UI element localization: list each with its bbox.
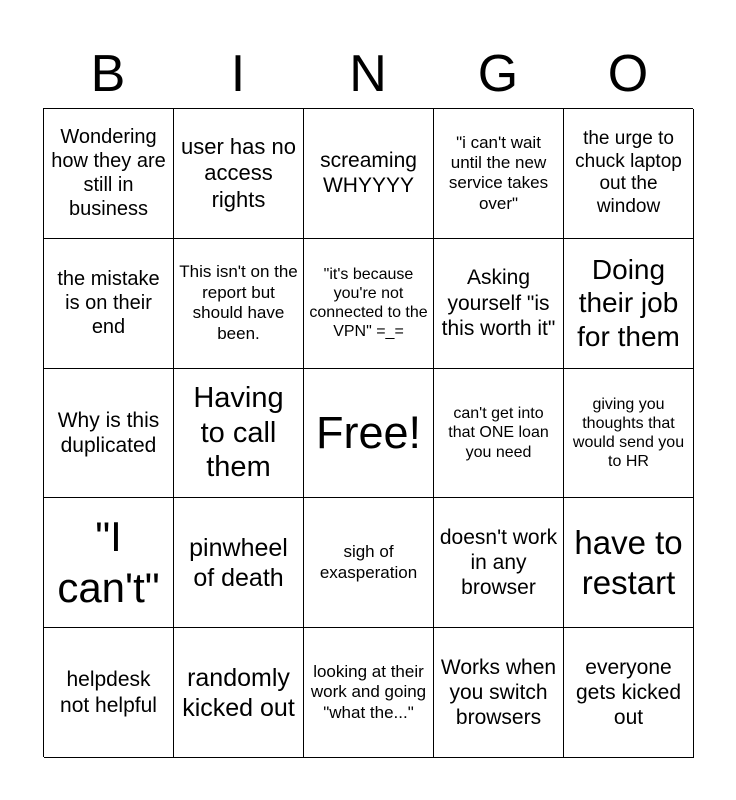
- cell-text: "i can't wait until the new service takes over": [448, 132, 549, 213]
- bingo-cell[interactable]: [434, 239, 564, 369]
- cell-text: user has no access rights: [181, 133, 296, 212]
- bingo-cell[interactable]: [174, 498, 304, 628]
- bingo-cell[interactable]: [44, 239, 174, 369]
- cell-text: randomly kicked out: [182, 663, 295, 722]
- cell-text: looking at their work and going "what the...": [310, 662, 427, 722]
- bingo-board: [43, 108, 693, 757]
- cell-text: everyone gets kicked out: [575, 655, 682, 730]
- cell-text: screaming WHYYYY: [320, 149, 417, 198]
- cell-text: Wondering how they are still in business: [51, 126, 166, 221]
- bingo-cell[interactable]: [434, 498, 564, 628]
- bingo-cell[interactable]: [44, 628, 174, 758]
- bingo-cell[interactable]: [434, 109, 564, 239]
- header-letter-g: G: [477, 45, 519, 103]
- cell-text: can't get into that ONE loan you need: [448, 405, 549, 461]
- cell-text: have to restart: [574, 524, 683, 601]
- bingo-cell[interactable]: [304, 239, 434, 369]
- free-space-cell[interactable]: [304, 369, 434, 499]
- cell-text: helpdesk not helpful: [60, 668, 157, 717]
- bingo-cell[interactable]: [564, 109, 694, 239]
- cell-text: the mistake is on their end: [57, 268, 160, 339]
- bingo-cell[interactable]: [304, 109, 434, 239]
- bingo-cell[interactable]: [304, 498, 434, 628]
- bingo-cell[interactable]: [44, 498, 174, 628]
- cell-text: the urge to chuck laptop out the window: [575, 127, 682, 218]
- header-letter-n: N: [349, 45, 387, 103]
- cell-text: pinwheel of death: [189, 533, 288, 592]
- bingo-cell[interactable]: [44, 109, 174, 239]
- cell-text: sigh of exasperation: [319, 542, 418, 582]
- cell-text: "I can't": [57, 513, 160, 611]
- bingo-cell[interactable]: [564, 369, 694, 499]
- cell-text: Doing their job for them: [577, 253, 680, 352]
- header-letter-b: B: [90, 45, 126, 103]
- cell-text: Having to call them: [193, 381, 284, 484]
- bingo-header: [43, 40, 693, 108]
- cell-text: Why is this duplicated: [57, 408, 160, 457]
- bingo-cell[interactable]: [44, 369, 174, 499]
- header-letter-o: O: [607, 45, 649, 103]
- bingo-cell[interactable]: [174, 239, 304, 369]
- cell-text: Works when you switch browsers: [440, 655, 557, 730]
- cell-text: doesn't work in any browser: [439, 526, 558, 600]
- free-space-text: Free!: [315, 406, 422, 458]
- header-letter-i: I: [230, 45, 246, 103]
- bingo-cell[interactable]: [174, 109, 304, 239]
- bingo-cell[interactable]: [174, 628, 304, 758]
- cell-text: Asking yourself "is this worth it": [441, 266, 556, 340]
- cell-text: This isn't on the report but should have been.: [179, 262, 298, 343]
- bingo-cell[interactable]: [304, 628, 434, 758]
- bingo-cell[interactable]: [564, 498, 694, 628]
- cell-text: giving you thoughts that would send you to HR: [572, 395, 685, 471]
- bingo-cell[interactable]: [564, 239, 694, 369]
- bingo-cell[interactable]: [564, 628, 694, 758]
- bingo-cell[interactable]: [174, 369, 304, 499]
- cell-text: "it's because you're not connected to the VPN" =_=: [309, 265, 428, 341]
- bingo-cell[interactable]: [434, 369, 564, 499]
- bingo-cell[interactable]: [434, 628, 564, 758]
